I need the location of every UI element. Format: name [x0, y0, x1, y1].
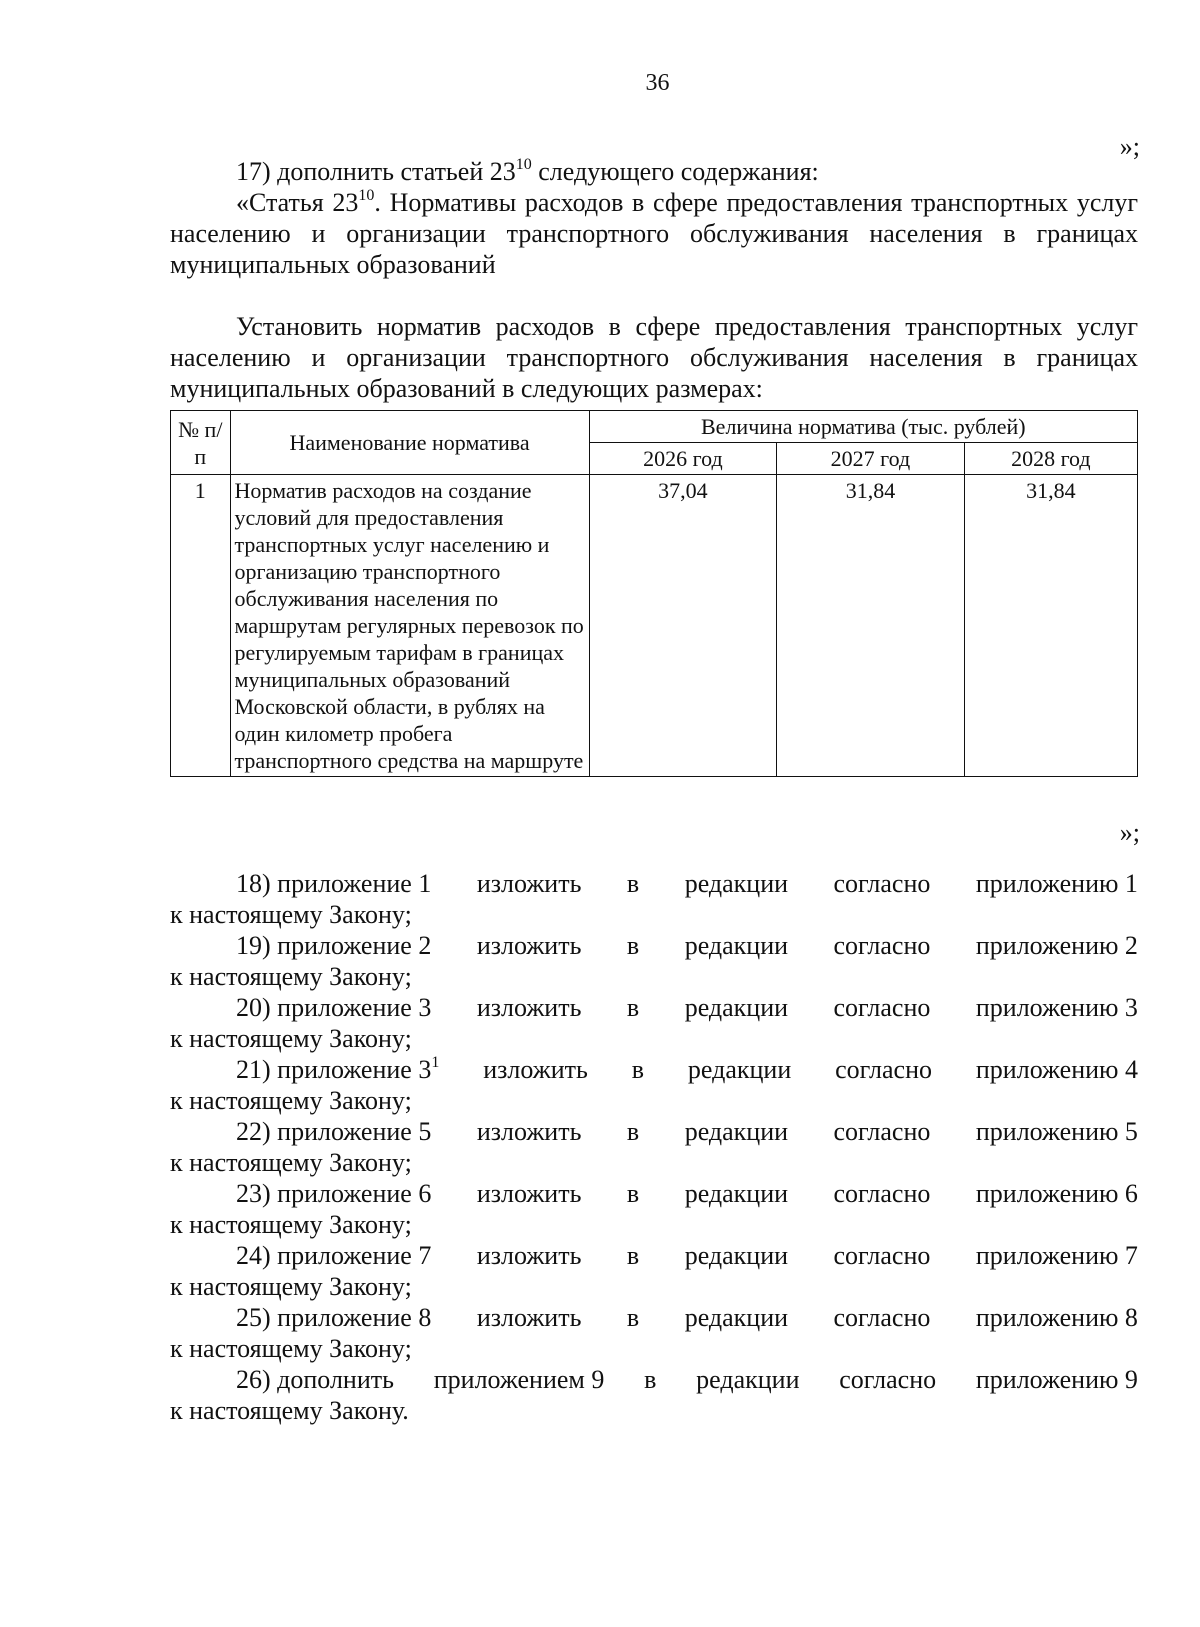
article-title: «Статья $23^{10}$. Нормативы расходов в сфере предоставления транспортных услуг населению и организации транспортного обслуживания населения в границах муниципальных образований [170, 187, 1138, 279]
norm-table [170, 410, 1138, 777]
list-item: 18) приложение 1 изложить в редакции согласно приложению 1 к настоящему Закону; [170, 869, 1138, 929]
page-number: 36 [645, 70, 670, 96]
header-year-2026: 2026 год [589, 443, 777, 475]
list-item: 24) приложение 7 изложить в редакции согласно приложению 7 к настоящему Закону; [170, 1241, 1138, 1301]
row-value-2028: 31,84 [964, 475, 1137, 777]
amendment-list [170, 868, 1138, 1426]
list-item: 20) приложение 3 изложить в редакции согласно приложению 3 к настоящему Закону; [170, 993, 1138, 1053]
row-value-2027: 31,84 [777, 475, 965, 777]
list-item: 23) приложение 6 изложить в редакции согласно приложению 6 к настоящему Закону; [170, 1179, 1138, 1239]
item-17-intro: 17) дополнить статьей $23^{10}$ следующего содержания: [236, 156, 819, 186]
closing-quote-top: »; [1119, 132, 1140, 161]
item-17-block [170, 156, 1138, 404]
establish-text: Установить норматив расходов в сфере предоставления транспортных услуг населению и организации транспортного обслуживания населения в границах муниципальных образований в следующих размерах: [170, 312, 1138, 403]
header-year-2027: 2027 год [777, 443, 965, 475]
list-item: 19) приложение 2 изложить в редакции согласно приложению 2 к настоящему Закону; [170, 931, 1138, 991]
closing-quote-table: »; [1119, 818, 1140, 847]
list-item: 21) приложение $3^1$ изложить в редакции согласно приложению 4 к настоящему Закону; [170, 1054, 1138, 1115]
list-item-final: 26) дополнить приложением 9 в редакции согласно приложению 9 к настоящему Закону. [170, 1365, 1138, 1425]
header-year-2028: 2028 год [964, 443, 1137, 475]
row-num: 1 [171, 475, 231, 777]
header-num: № п/п [171, 411, 231, 475]
header-value: Величина норматива (тыс. рублей) [589, 411, 1137, 443]
row-name: Норматив расходов на создание условий для предоставления транспортных услуг населению и организацию транспортного обслуживания населения по маршрутам регулярных перевозок по регулируемым тарифам в границах муниципальных образований Московской области, в рублях на один километр пробега транспортного средства на маршруте [230, 475, 589, 777]
header-name: Наименование норматива [230, 411, 589, 475]
table-row [171, 475, 1138, 777]
list-item: 22) приложение 5 изложить в редакции согласно приложению 5 к настоящему Закону; [170, 1117, 1138, 1177]
row-value-2026: 37,04 [589, 475, 777, 777]
list-item: 25) приложение 8 изложить в редакции согласно приложению 8 к настоящему Закону; [170, 1303, 1138, 1363]
